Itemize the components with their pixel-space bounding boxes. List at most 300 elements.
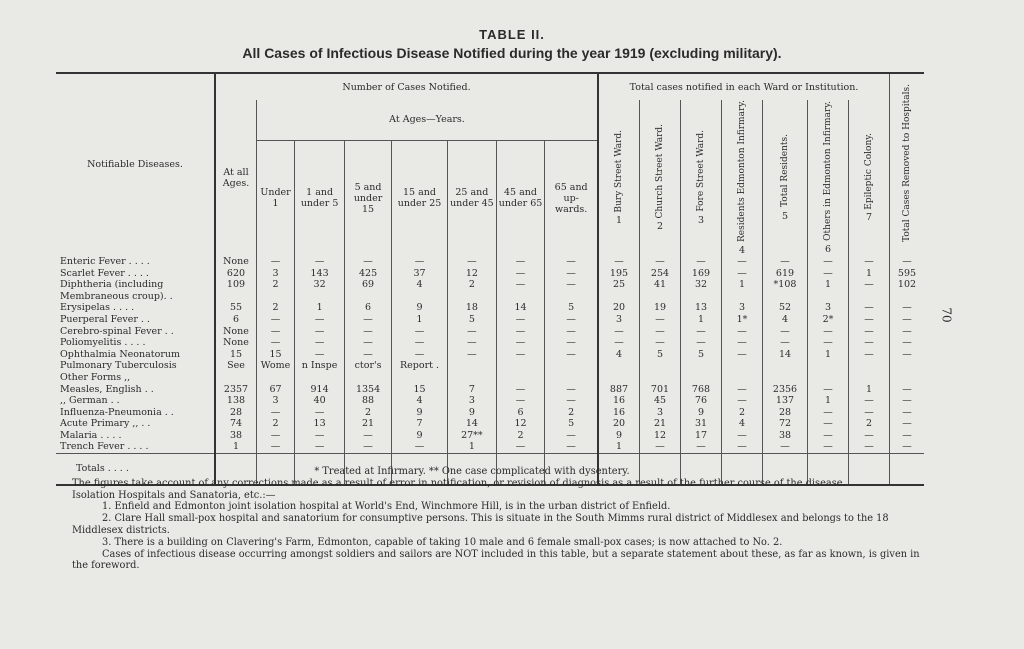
footnote-item-3: 3. There is a building on Clavering's Farm, Edmonton, capable of taking 10 male and 6 female small-pox cases; is now attached to No. 2. [102,536,783,548]
table-cell: — [763,441,808,453]
at-ages-header: At Ages—Years. [257,100,599,140]
table-cell: — [496,279,545,291]
table-cell: 4 [391,279,447,291]
table-cell [496,291,545,303]
table-cell: 76 [681,395,722,407]
table-row [56,430,924,442]
table-cell [598,291,640,303]
table-cell: 5 [681,349,722,361]
table-cell: — [722,349,763,361]
table-cell: 2 [722,407,763,419]
table-cell: — [345,349,392,361]
table-cell [496,360,545,372]
table-cell [345,372,392,384]
table-cell [763,372,808,384]
table-cell: — [391,349,447,361]
table-cell: — [890,407,925,419]
table-cell: — [722,395,763,407]
table-cell: — [640,314,681,326]
table-cell: 2 [448,279,497,291]
disease-name: Ophthalmia Neonatorum [60,348,180,360]
table-cell: 55 [215,302,257,314]
table-cell: Wome [257,360,295,372]
table-cell: 2* [808,314,849,326]
table-cell: — [496,256,545,268]
table-cell: 5 [448,314,497,326]
table-cell: — [545,314,598,326]
table-cell: — [640,326,681,338]
table-cell: 14 [763,349,808,361]
table-cell: 4 [722,418,763,430]
table-row [56,279,924,291]
table-cell: — [722,256,763,268]
disease-name: Poliomyelitis . . . . [60,337,146,349]
table-cell: 620 [215,268,257,280]
table-cell: — [295,337,345,349]
table-cell: — [345,314,392,326]
table-cell: — [295,349,345,361]
table-cell: — [295,407,345,419]
table-cell: 9 [681,407,722,419]
table-cell: 619 [763,268,808,280]
table-cell: — [257,326,295,338]
table-cell: 32 [295,279,345,291]
table-row [56,441,924,453]
table-cell: 13 [681,302,722,314]
table-cell: 12 [640,430,681,442]
footnotes [72,466,932,572]
table-cell: — [345,441,392,453]
table-cell: — [849,314,890,326]
table-cell [598,372,640,384]
table-cell: — [722,384,763,396]
table-cell: — [448,337,497,349]
table-cell: — [849,302,890,314]
table-cell: 28 [763,407,808,419]
table-cell: — [681,326,722,338]
table-cell: 914 [295,384,345,396]
table-body [56,256,924,485]
disease-name: Malaria . . . . [60,429,122,441]
table-cell [545,291,598,303]
table-cell [215,372,257,384]
table-cell: 9 [448,407,497,419]
table-cell: — [681,337,722,349]
table-cell: 7 [448,384,497,396]
footnote-asterisks: * Treated at Infirmary. ** One case complicated with dysentery. [314,466,630,477]
table-cell: 9 [391,302,447,314]
disease-name: Enteric Fever . . . . [60,255,150,267]
table-row [56,256,924,268]
table-cell: Report . [391,360,447,372]
table-cell [391,372,447,384]
totals-label: Totals . . . . [76,463,129,475]
table-cell: 1 [215,441,257,453]
table-cell: 41 [640,279,681,291]
table-row [56,360,924,372]
table-cell [722,372,763,384]
table-cell [545,372,598,384]
table-cell: 3 [257,395,295,407]
table-cell: — [890,395,925,407]
table-cell: 6 [496,407,545,419]
table-cell: 16 [598,395,640,407]
table-cell: — [722,441,763,453]
table-row [56,384,924,396]
table-row [56,326,924,338]
table-row [56,268,924,280]
table-cell: *108 [763,279,808,291]
table-cell: 9 [391,407,447,419]
table-cell: — [808,326,849,338]
table-cell: 2357 [215,384,257,396]
table-cell: — [391,326,447,338]
footnote-corrections: The figures take account of any corrections made as a result of error in notification, or revision of diagnosis as a result of the further course of the disease. [72,477,846,489]
table-cell: 18 [448,302,497,314]
table-cell [295,372,345,384]
table-cell: ctor's [345,360,392,372]
table-cell: 17 [681,430,722,442]
table-row [56,349,924,361]
table-cell: — [890,326,925,338]
table-cell: — [849,349,890,361]
table-cell: 3 [640,407,681,419]
table-cell [808,291,849,303]
table-cell: — [257,256,295,268]
table-cell: — [295,326,345,338]
table-cell: None [215,256,257,268]
table-cell: — [890,302,925,314]
table-cell: 1 [391,314,447,326]
table-cell: 12 [496,418,545,430]
table-cell: — [295,430,345,442]
table-cell: None [215,337,257,349]
footnote-item-1: 1. Enfield and Edmonton joint isolation hospital at World's End, Winchmore Hill, is in the urban district of Enfield. [102,501,671,513]
table-cell: 5 [545,302,598,314]
table-cell: — [448,349,497,361]
table-cell: 1 [808,279,849,291]
table-cell: — [890,441,925,453]
table-cell: — [890,314,925,326]
table-cell: — [808,418,849,430]
age-col-5-15: 5 and under 15 [345,140,392,256]
table-cell: 15 [391,384,447,396]
table-cell: 28 [215,407,257,419]
ward-col-5: Total Residents. 5 [763,100,808,256]
table-cell: 7 [391,418,447,430]
table-cell: — [545,430,598,442]
table-cell: — [496,314,545,326]
table-cell: — [295,314,345,326]
table-cell: 16 [598,407,640,419]
ward-col-3: Fore Street Ward. 3 [681,100,722,256]
table-cell: — [849,279,890,291]
table-cell: 67 [257,384,295,396]
table-cell: 21 [640,418,681,430]
table-cell [496,372,545,384]
table-cell: — [890,418,925,430]
table-cell: 1 [849,384,890,396]
table-cell: — [722,268,763,280]
table-cell: 52 [763,302,808,314]
footnote-military: Cases of infectious disease occurring amongst soldiers and sailors are NOT included in this table, but a separate statement about these, as far as known, is given in the foreword. [72,548,920,572]
table-cell [640,291,681,303]
table-cell: 169 [681,268,722,280]
table-cell [849,291,890,303]
table-cell: — [598,326,640,338]
table-cell: 15 [257,349,295,361]
table-cell [681,291,722,303]
table-cell [722,360,763,372]
table-subtitle: All Cases of Infectious Disease Notified during the year 1919 (excluding military). [242,45,782,61]
table-cell [545,360,598,372]
table-cell: — [890,337,925,349]
table-cell: — [496,384,545,396]
removed-header: Total Cases Removed to Hospitals. [890,73,925,256]
table-cell: 5 [640,349,681,361]
disease-name: Influenza-Pneumonia . . [60,406,174,418]
table-cell: 74 [215,418,257,430]
table-cell: — [496,337,545,349]
table-cell: 2 [257,418,295,430]
table-cell: 15 [215,349,257,361]
table-cell: 425 [345,268,392,280]
table-row [56,418,924,430]
table-cell: 45 [640,395,681,407]
number-notified-header: Number of Cases Notified. [215,73,598,100]
table-cell: — [496,326,545,338]
table-cell: 19 [640,302,681,314]
table-cell: — [257,430,295,442]
table-cell: — [448,256,497,268]
table-cell: 595 [890,268,925,280]
table-cell: — [849,441,890,453]
table-cell: n Inspe [295,360,345,372]
ward-col-2: Church Street Ward. 2 [640,100,681,256]
table-cell: 1 [722,279,763,291]
table-cell: — [545,337,598,349]
table-cell: — [849,430,890,442]
table-cell [448,360,497,372]
table-cell: 4 [763,314,808,326]
table-cell: — [295,256,345,268]
table-cell: — [763,337,808,349]
disease-name: Trench Fever . . . . [60,441,149,453]
table-cell: — [849,337,890,349]
table-cell: 3 [808,302,849,314]
table-cell [448,372,497,384]
table-cell: — [496,441,545,453]
table-cell: — [545,395,598,407]
table-cell: — [808,256,849,268]
ward-col-7: Epileptic Colony. 7 [849,100,890,256]
table-cell: 14 [448,418,497,430]
table-cell: — [545,256,598,268]
table-cell: 21 [345,418,392,430]
table-cell: — [496,395,545,407]
disease-name: Erysipelas . . . . [60,302,135,314]
table-cell: — [763,326,808,338]
table-cell: — [345,430,392,442]
table-cell [890,360,925,372]
table-cell: 9 [598,430,640,442]
footnote-item-2: 2. Clare Hall small-pox hospital and sanatorium for consumptive persons. This is situate in the South Mimms rural district of Middlesex and belongs to the 18 Middlesex districts. [72,513,889,536]
table-cell: 195 [598,268,640,280]
disease-name: Acute Primary ,, . . [60,418,151,430]
table-cell: 1* [722,314,763,326]
table-cell: 37 [391,268,447,280]
table-cell: — [448,326,497,338]
table-cell: 2 [257,279,295,291]
age-col-under-1: Under 1 [257,140,295,256]
table-cell: 254 [640,268,681,280]
table-row [56,314,924,326]
table-cell: 1 [849,268,890,280]
table-cell: — [545,268,598,280]
ward-col-6: Others in Edmonton Infirmary. 6 [808,100,849,256]
table-cell: 109 [215,279,257,291]
table-title: TABLE II. [479,27,545,42]
table-cell [808,372,849,384]
table-cell: — [849,326,890,338]
table-cell: 31 [681,418,722,430]
disease-name: Diphtheria (including [60,279,164,291]
table-cell: 1 [448,441,497,453]
table-cell: — [849,395,890,407]
table-cell: — [545,279,598,291]
table-cell: — [681,256,722,268]
table-cell: 25 [598,279,640,291]
age-col-25-45: 25 and under 45 [448,140,497,256]
age-col-15-25: 15 and under 25 [391,140,447,256]
table-cell: 4 [598,349,640,361]
table-row [56,407,924,419]
table-cell: — [849,407,890,419]
table-row [56,337,924,349]
table-cell: — [257,337,295,349]
table-cell: 12 [448,268,497,280]
table-cell: 2356 [763,384,808,396]
all-ages-header: At all Ages. [215,100,257,256]
table-cell: 1 [808,349,849,361]
table-cell: 14 [496,302,545,314]
total-ward-header: Total cases notified in each Ward or Institution. [598,73,890,100]
table-cell: 143 [295,268,345,280]
table-cell: 138 [215,395,257,407]
table-cell: — [496,349,545,361]
table-cell: — [849,256,890,268]
table-cell [295,291,345,303]
table-cell: — [545,384,598,396]
table-cell: 2 [545,407,598,419]
table-cell [763,360,808,372]
ward-col-1: Bury Street Ward. 1 [598,100,640,256]
table-cell: — [257,407,295,419]
disease-name: Pulmonary Tuberculosis [60,360,177,372]
table-cell: 1 [295,302,345,314]
ward-col-4: Residents Edmonton Infirmary. 4 [722,100,763,256]
table-cell: 69 [345,279,392,291]
table-cell: — [808,441,849,453]
table-row [56,395,924,407]
table-cell: — [598,337,640,349]
age-col-65-up: 65 and up-wards. [545,140,598,256]
table-cell: — [763,256,808,268]
table-cell: — [496,268,545,280]
table-cell: — [808,268,849,280]
table-cell [849,372,890,384]
table-cell [890,291,925,303]
table-cell: — [808,407,849,419]
table-cell: — [890,349,925,361]
infectious-disease-table [56,72,924,486]
table-cell: 20 [598,418,640,430]
table-cell [215,291,257,303]
table-cell [345,291,392,303]
table-cell: 701 [640,384,681,396]
table-cell [722,291,763,303]
table-cell: 768 [681,384,722,396]
table-cell: — [391,256,447,268]
table-cell: See [215,360,257,372]
table-cell: — [640,337,681,349]
table-cell: — [808,384,849,396]
table-cell: 3 [722,302,763,314]
table-cell: — [545,441,598,453]
table-cell: 38 [215,430,257,442]
table-cell [681,360,722,372]
table-cell [849,360,890,372]
table-cell: 887 [598,384,640,396]
table-cell: 20 [598,302,640,314]
table-cell: 1 [681,314,722,326]
table-cell: — [808,430,849,442]
table-row [56,372,924,384]
table-cell: — [345,326,392,338]
table-cell: 38 [763,430,808,442]
age-col-1-5: 1 and under 5 [295,140,345,256]
disease-name: Puerperal Fever . . [60,313,150,325]
table-cell: — [545,349,598,361]
disease-name: ,, German . . [60,395,120,407]
table-cell: 4 [391,395,447,407]
table-cell [640,360,681,372]
footnote-isolation-heading: Isolation Hospitals and Sanatoria, etc.:— [72,489,276,501]
table-cell: 137 [763,395,808,407]
table-cell: — [808,337,849,349]
table-cell: — [722,326,763,338]
notifiable-header: Notifiable Diseases. [87,159,183,171]
table-cell: — [890,430,925,442]
table-row [56,291,924,303]
table-cell [598,360,640,372]
table-cell: — [890,384,925,396]
table-cell [808,360,849,372]
table-cell: 6 [345,302,392,314]
table-cell: 6 [215,314,257,326]
disease-name: Cerebro-spinal Fever . . [60,325,174,337]
age-col-45-65: 45 and under 65 [496,140,545,256]
table-cell: 40 [295,395,345,407]
table-cell: 2 [496,430,545,442]
table-cell [391,291,447,303]
table-cell: — [257,314,295,326]
table-cell: — [681,441,722,453]
table-cell: — [598,256,640,268]
table-cell [257,291,295,303]
disease-name: Scarlet Fever . . . . [60,267,149,279]
table-cell: — [722,337,763,349]
